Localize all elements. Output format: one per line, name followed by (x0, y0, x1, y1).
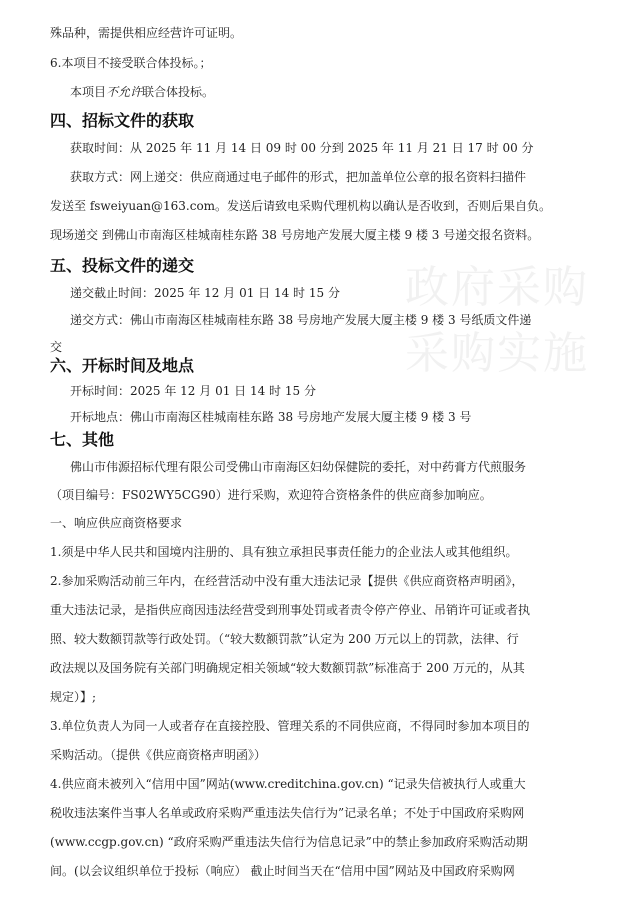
section-6-place: 开标地点：佛山市南海区桂城南桂东路 38 号房地产发展大厦主楼 9 楼 3 号 (70, 410, 472, 424)
paragraph-continuation: 殊品种，需提供相应经营许可证明。 (50, 26, 243, 40)
item-6-note-post: 联合体投标。 (142, 85, 215, 99)
watermark-line-2: 采购实施 (405, 328, 589, 379)
section-7-intro-2: （项目编号：FS02WY5CG90）进行采购，欢迎符合资格条件的供应商参加响应。 (50, 488, 492, 502)
section-7-heading: 七、其他 (50, 430, 115, 449)
section-6-heading: 六、开标时间及地点 (50, 356, 195, 375)
requirement-4-line-1: 4.供应商未被列入“信用中国”网站(www.creditchina.gov.cn) “记录失信被执行人或重大 (50, 777, 526, 791)
requirement-2-line-1: 2.参加采购活动前三年内，在经营活动中没有重大违法记录【提供《供应商资格声明函》， (50, 574, 524, 588)
section-4-method-1: 获取方式：网上递交：供应商通过电子邮件的形式，把加盖单位公章的报名资料扫描件 (70, 170, 527, 184)
section-4-heading: 四、招标文件的获取 (50, 111, 195, 130)
requirement-4-line-2: 税收违法案件当事人名单或政府采购严重违法失信行为”记录名单；不处于中国政府采购网 (50, 806, 525, 820)
requirement-2-line-4: 政法规以及国务院有关部门明确规定相关领域“较大数额罚款”标准高于 200 万元的，从其 (50, 661, 525, 675)
qualification-heading: 一、响应供应商资格要求 (50, 516, 183, 530)
requirement-2-line-5: 规定）】; (50, 690, 97, 704)
section-5-method-2: 交 (50, 340, 63, 354)
section-7-intro-1: 佛山市伟源招标代理有限公司受佛山市南海区妇幼保健院的委托，对中药膏方代煎服务 (70, 460, 527, 474)
watermark-line-1: 政府采购 (405, 262, 589, 313)
requirement-1: 1.须是中华人民共和国境内注册的、具有独立承担民事责任能力的企业法人或其他组织。 (50, 545, 518, 559)
section-4-method-2: 发送至 fsweiyuan@163.com。发送后请致电采购代理机构以确认是否收到，否则后果自负。 (50, 199, 552, 213)
section-6-time: 开标时间：2025 年 12 月 01 日 14 时 15 分 (70, 384, 316, 398)
item-6-note (70, 84, 214, 100)
section-4-time: 获取时间：从 2025 年 11 月 14 日 09 时 00 分到 2025 年 11 月 21 日 17 时 00 分 (70, 141, 534, 155)
section-5-heading: 五、投标文件的递交 (50, 256, 195, 275)
item-6-note-pre: 本项目 (70, 85, 107, 99)
section-4-method-3: 现场递交 到佛山市南海区桂城南桂东路 38 号房地产发展大厦主楼 9 楼 3 号递交报名资料。 (50, 228, 540, 242)
section-5-method-1: 递交方式：佛山市南海区桂城南桂东路 38 号房地产发展大厦主楼 9 楼 3 号纸质文件递 (70, 313, 532, 327)
requirement-3-line-2: 采购活动。（提供《供应商资格声明函》） (50, 748, 267, 762)
item-6: 6.本项目不接受联合体投标。； (50, 56, 212, 70)
requirement-2-line-2: 重大违法记录，是指供应商因违法经营受到刑事处罚或者责令停产停业、吊销许可证或者执 (50, 603, 531, 617)
item-6-note-emphasis: 不允许 (106, 85, 143, 99)
requirement-2-line-3: 照、较大数额罚款等行政处罚。（“较大数额罚款”认定为 200 万元以上的罚款，法律、行 (50, 632, 519, 646)
section-5-deadline: 递交截止时间：2025 年 12 月 01 日 14 时 15 分 (70, 286, 340, 300)
requirement-3-line-1: 3.单位负责人为同一人或者存在直接控股、管理关系的不同供应商，不得同时参加本项目的 (50, 719, 530, 733)
requirement-4-line-3: (www.ccgp.gov.cn) “政府采购严重违法失信行为信息记录”中的禁止参加政府采购活动期 (50, 835, 528, 849)
requirement-4-line-4: 间。(以会议组织单位于投标（响应） 截止时间当天在“信用中国”网站及中国政府采购网 (50, 864, 515, 878)
